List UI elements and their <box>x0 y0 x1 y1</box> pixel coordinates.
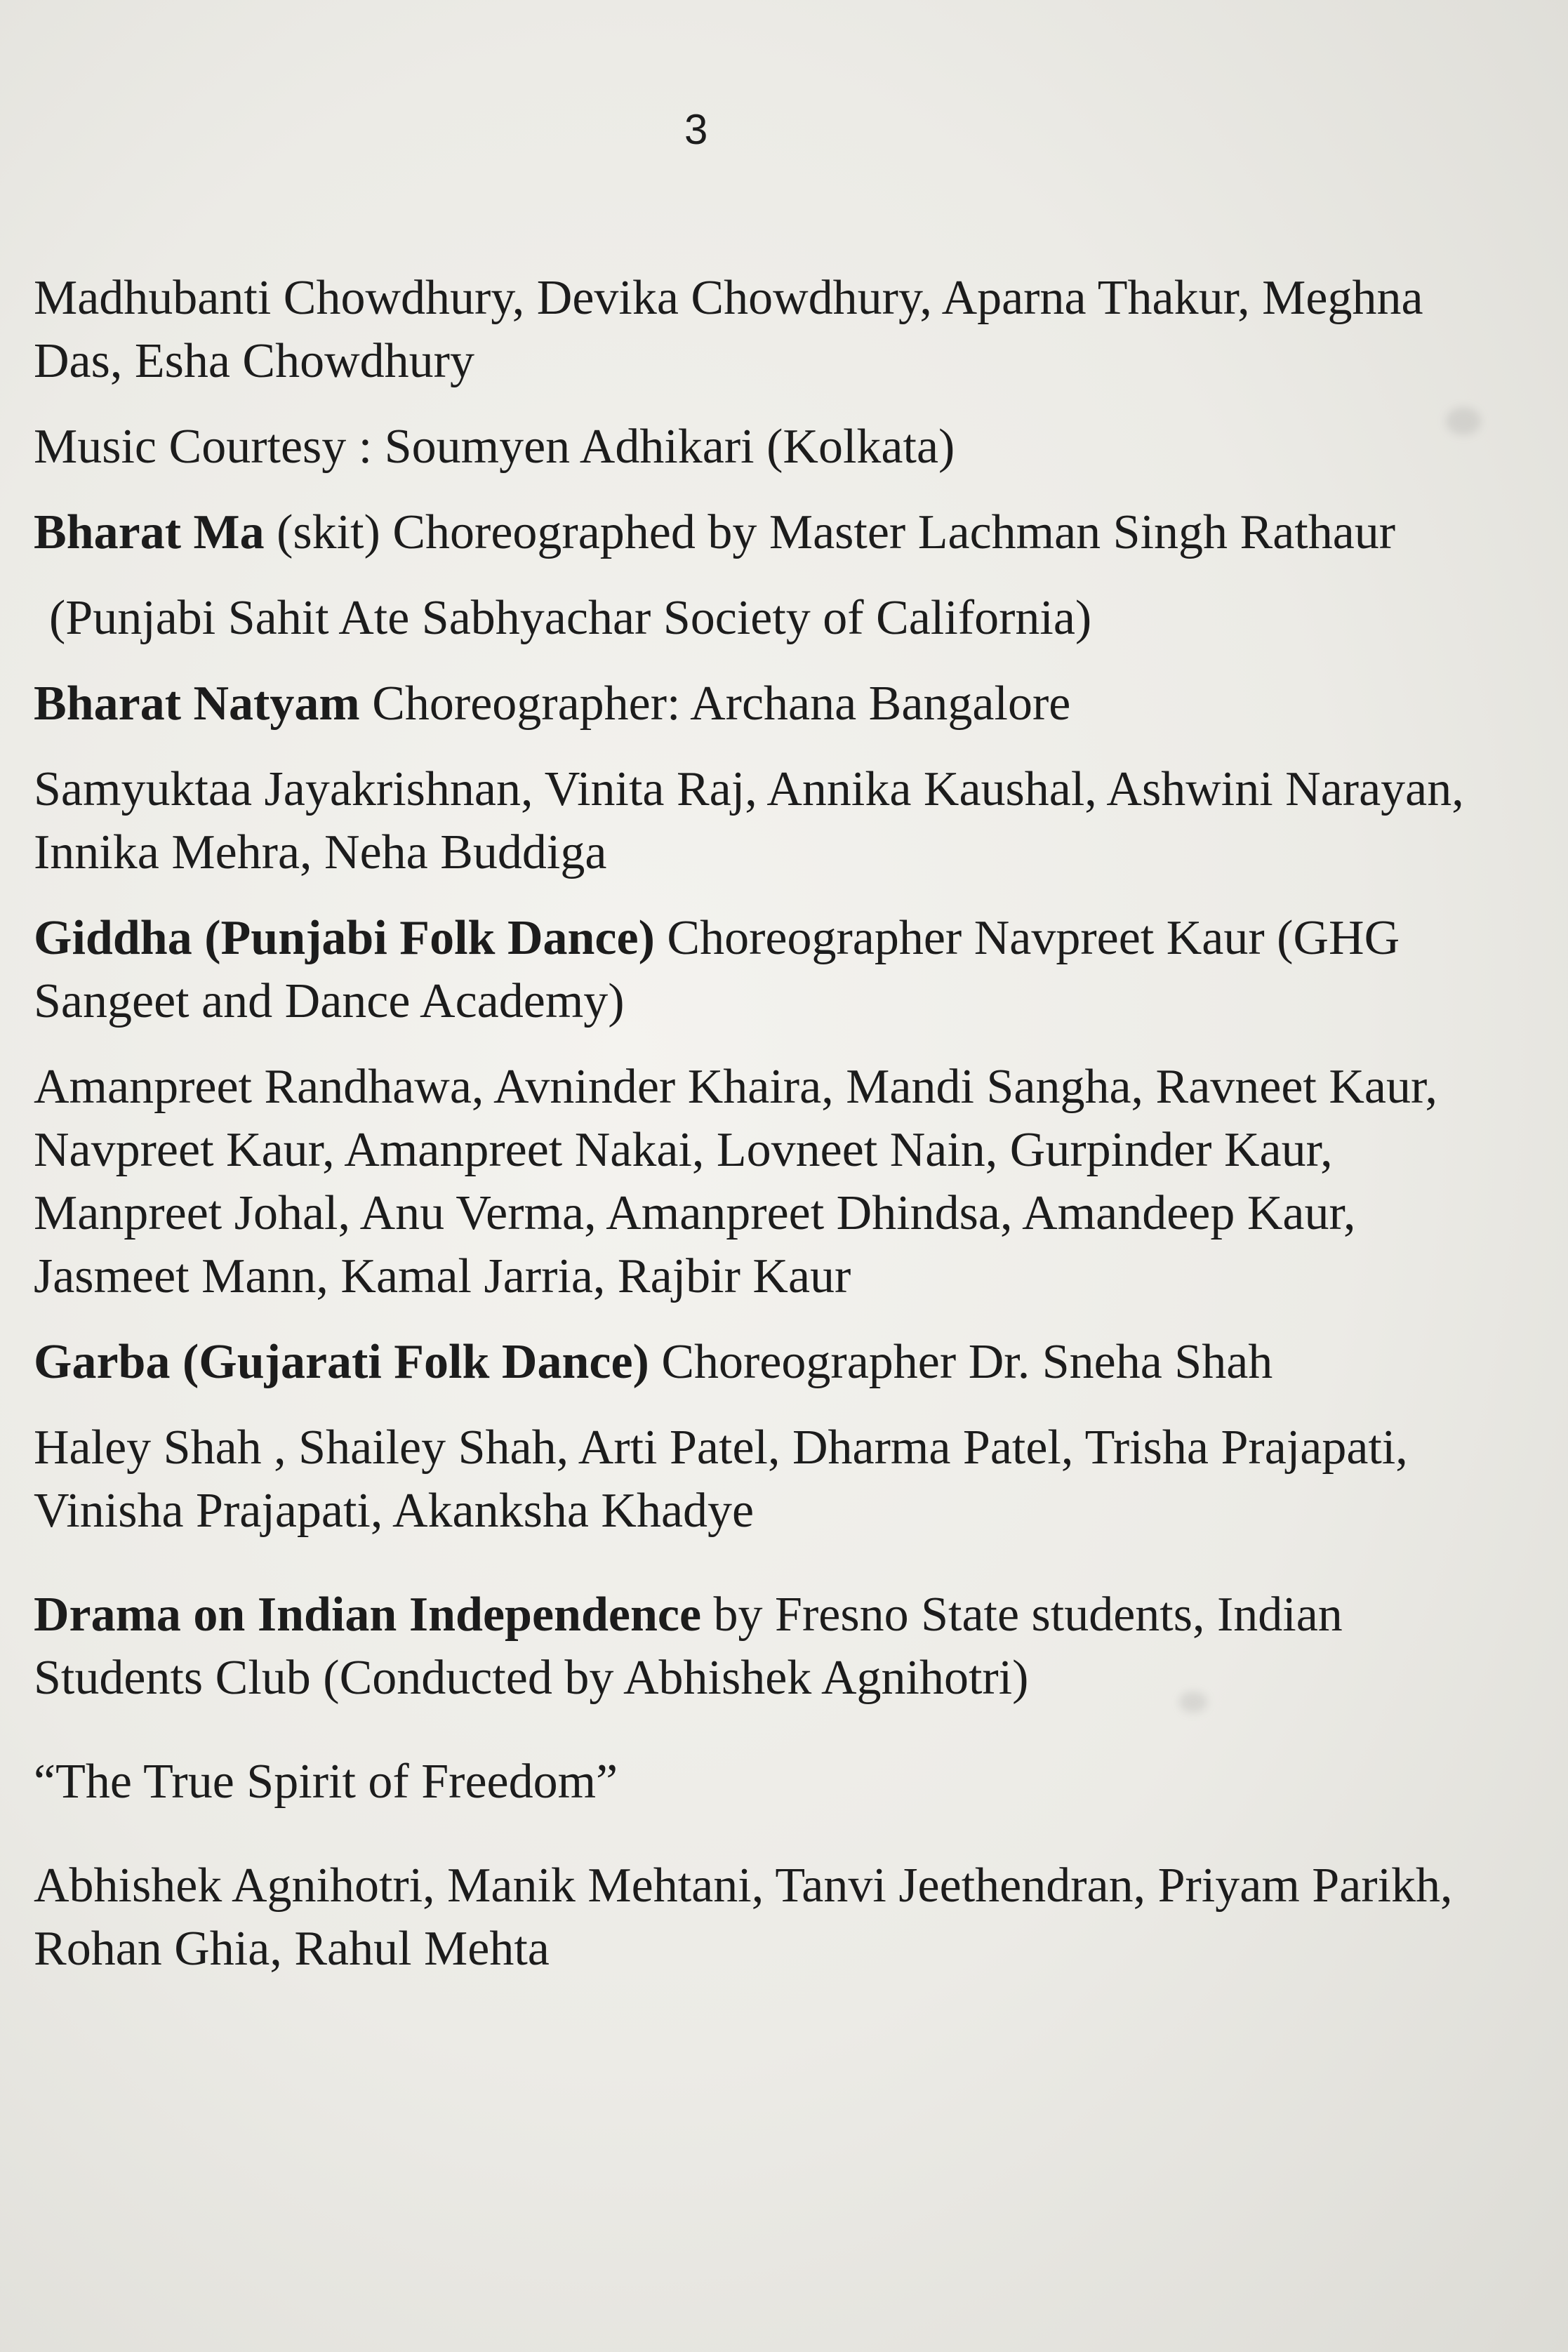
performers-list-3 <box>34 1056 1501 1308</box>
performers-list-1 <box>34 267 1501 393</box>
program-item-drama <box>34 1583 1501 1710</box>
block-text: Haley Shah , Shailey Shah, Arti Patel, Dharma Patel, Trisha Prajapati, Vinisha Prajapati, Akanksha Khadye <box>34 1421 1408 1538</box>
item-detail: Choreographer: Archana Bangalore <box>359 677 1071 731</box>
paper-smudge <box>1179 1692 1207 1713</box>
block-text: Amanpreet Randhawa, Avninder Khaira, Mandi Sangha, Ravneet Kaur, Navpreet Kaur, Amanpreet Nakai, Lovneet Nain, Gurpinder Kaur, Manpreet Johal, Anu Verma, Amanpreet Dhindsa, Amandeep Kaur, Jasmeet Mann, Kamal Jarria, Rajbir Kaur <box>34 1060 1437 1303</box>
item-detail: Choreographer Dr. Sneha Shah <box>649 1335 1273 1389</box>
performers-list-5 <box>34 1854 1501 1981</box>
item-title: Bharat Ma <box>34 505 265 559</box>
music-courtesy <box>34 416 1501 479</box>
paper-smudge <box>1446 407 1481 435</box>
item-title: Giddha (Punjabi Folk Dance) <box>34 911 655 965</box>
program-item-bharat-natyam <box>34 672 1501 736</box>
performers-list-4 <box>34 1416 1501 1543</box>
block-text: Abhishek Agnihotri, Manik Mehtani, Tanvi Jeethendran, Priyam Parikh, Rohan Ghia, Rahul Mehta <box>34 1859 1453 1976</box>
block-text: Samyuktaa Jayakrishnan, Vinita Raj, Annika Kaushal, Ashwini Narayan, Innika Mehra, Neha Buddiga <box>34 762 1464 879</box>
block-text: Music Courtesy : Soumyen Adhikari (Kolkata) <box>34 420 955 474</box>
item-title: Garba (Gujarati Folk Dance) <box>34 1335 649 1389</box>
block-text: “The True Spirit of Freedom” <box>34 1755 618 1809</box>
item-title: Drama on Indian Independence <box>34 1588 702 1642</box>
item-detail: by Fresno State students, Indian Students Club (Conducted by Abhishek Agnihotri) <box>34 1588 1343 1705</box>
program-item-giddha <box>34 907 1501 1033</box>
drama-title <box>34 1750 1501 1814</box>
item-detail: Choreographer Navpreet Kaur (GHG Sangeet and Dance Academy) <box>34 911 1400 1028</box>
block-text: Madhubanti Chowdhury, Devika Chowdhury, Aparna Thakur, Meghna Das, Esha Chowdhury <box>34 271 1423 388</box>
item-detail: (skit) Choreographed by Master Lachman Singh Rathaur <box>264 505 1396 559</box>
program-item-garba <box>34 1331 1501 1394</box>
organization-note <box>34 587 1501 650</box>
program-item-bharat-ma <box>34 501 1501 564</box>
item-title: Bharat Natyam <box>34 677 360 731</box>
page-number: 3 <box>684 106 708 153</box>
performers-list-2 <box>34 758 1501 884</box>
program-content <box>34 267 1501 2003</box>
block-text: (Punjabi Sahit Ate Sabhyachar Society of California) <box>49 591 1092 645</box>
